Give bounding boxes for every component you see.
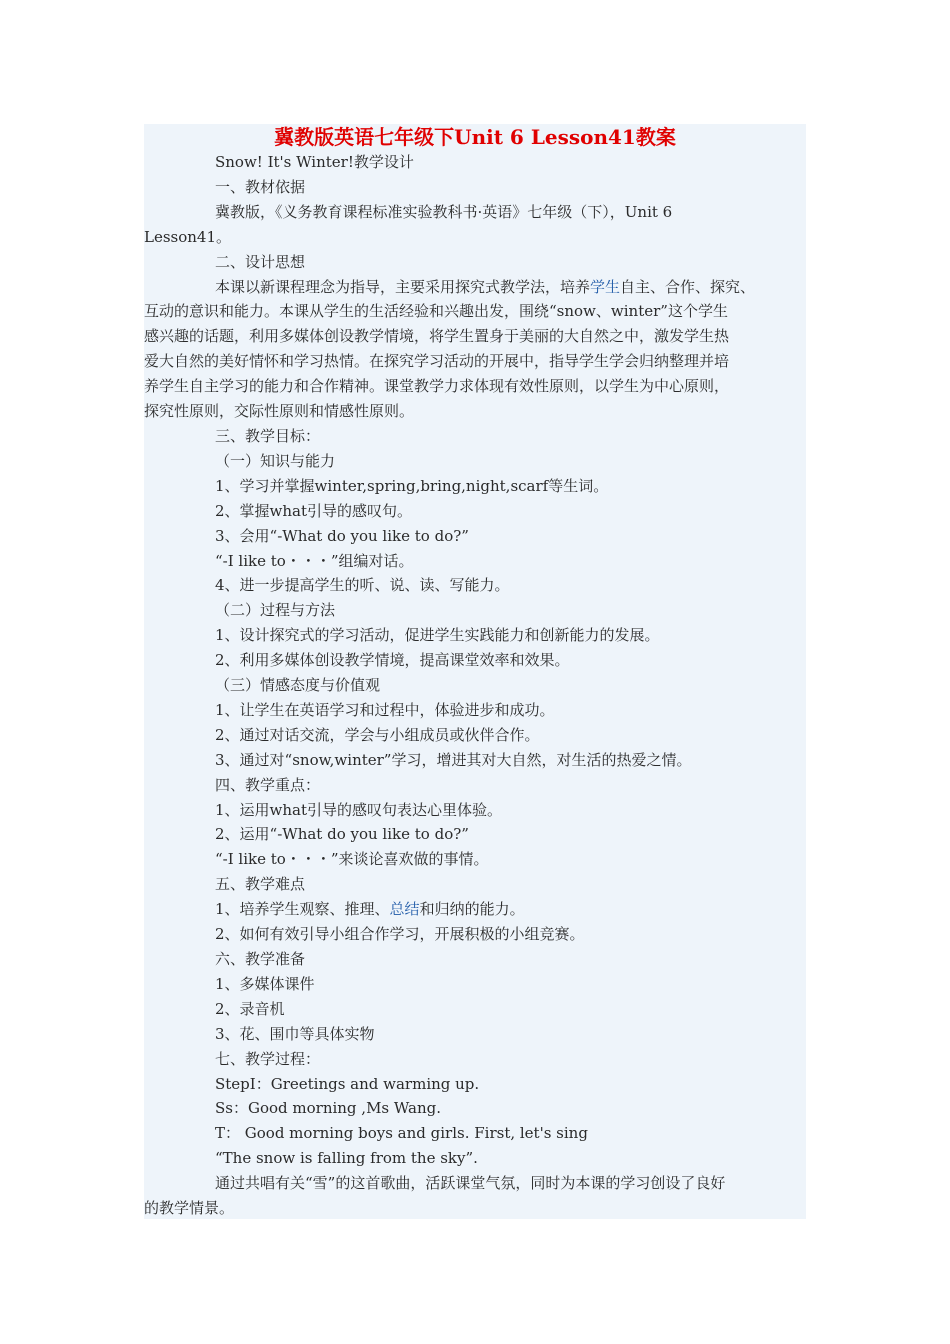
subtitle: Snow! It's Winter!教学设计 — [215, 153, 414, 171]
sub-heading: （三）情感态度与价值观 — [215, 676, 381, 695]
list-item: 1、学习并掌握winter,spring,bring,night,scarf等生词。 — [215, 476, 609, 495]
sub-heading: （一）知识与能力 — [215, 451, 336, 470]
link-students[interactable]: 学生 — [590, 277, 621, 296]
dialogue-line: “The snow is falling from the sky”. — [215, 1149, 478, 1168]
list-item: 2、通过对话交流，学会与小组成员或伙伴合作。 — [215, 725, 540, 744]
list-item: 4、进一步提高学生的听、说、读、写能力。 — [215, 576, 510, 595]
text-line: 的教学情景。 — [144, 1199, 235, 1218]
text-line: 冀教版，《义务教育课程标准实验教科书·英语》七年级（下），Unit 6 — [215, 202, 673, 221]
list-item: 2、运用“-What do you like to do?” — [215, 825, 469, 844]
list-item: 2、掌握what引导的感叹句。 — [215, 501, 413, 520]
text-span: 本课以新课程理念为指导，主要采用探究式教学法，培养 — [215, 277, 591, 296]
list-item: 2、利用多媒体创设教学情境，提高课堂效率和效果。 — [215, 651, 570, 670]
list-item: 1、运用what引导的感叹句表达心里体验。 — [215, 800, 503, 819]
list-item — [144, 897, 806, 922]
section-heading: 五、教学难点 — [215, 875, 306, 894]
section-heading: 一、教材依据 — [215, 177, 306, 196]
document-page — [144, 124, 806, 1219]
text-line: 爱大自然的美好情怀和学习热情。在探究学习活动的开展中，指导学生学会归纳整理并培 — [144, 352, 730, 371]
list-item: “-I like to・・・”来谈论喜欢做的事情。 — [215, 850, 489, 869]
list-item: 1、多媒体课件 — [215, 974, 315, 993]
section-heading: 三、教学目标： — [215, 426, 321, 445]
text-line — [144, 275, 806, 300]
list-item: 3、花、围巾等具体实物 — [215, 1024, 375, 1043]
text-span: 1、培养学生观察、推理、 — [215, 900, 390, 919]
text-line: 感兴趣的话题，利用多媒体创设教学情境，将学生置身于美丽的大自然之中，激发学生热 — [144, 327, 730, 346]
text-line: 互动的意识和能力。本课从学生的生活经验和兴趣出发，围绕“snow、winter”这个学生 — [144, 302, 728, 321]
text-span: 自主、合作、探究、 — [620, 277, 756, 296]
text-line: Lesson41。 — [144, 227, 232, 246]
text-line: 养学生自主学习的能力和合作精神。课堂教学力求体现有效性原则，以学生为中心原则， — [144, 377, 730, 396]
list-item: 3、会用“-What do you like to do?” — [215, 526, 469, 545]
text-line: 通过共唱有关“雪”的这首歌曲，活跃课堂气氛，同时为本课的学习创设了良好 — [215, 1174, 726, 1193]
section-heading: 二、设计思想 — [215, 252, 306, 271]
section-heading: 六、教学准备 — [215, 950, 306, 968]
section-heading: 四、教学重点： — [215, 775, 321, 794]
document-title: 冀教版英语七年级下Unit 6 Lesson41教案 — [274, 125, 676, 149]
text-line: 探究性原则，交际性原则和情感性原则。 — [144, 402, 415, 421]
list-item: 2、录音机 — [215, 999, 285, 1018]
list-item: 1、设计探究式的学习活动，促进学生实践能力和创新能力的发展。 — [215, 626, 660, 645]
sub-heading: （二）过程与方法 — [215, 601, 336, 620]
dialogue-line: T： Good morning boys and girls. First, let's sing — [215, 1124, 588, 1143]
link-summary[interactable]: 总结 — [389, 900, 420, 919]
list-item: 2、如何有效引导小组合作学习，开展积极的小组竞赛。 — [215, 925, 585, 944]
list-item: “-I like to・・・”组编对话。 — [215, 551, 414, 570]
list-item: 1、让学生在英语学习和过程中，体验进步和成功。 — [215, 700, 555, 719]
list-item: 3、通过对“snow,winter”学习，增进其对大自然，对生活的热爱之情。 — [215, 750, 692, 769]
dialogue-line: Ss：Good morning ,Ms Wang. — [215, 1099, 441, 1118]
text-span: 和归纳的能力。 — [419, 900, 525, 919]
step-heading: StepⅠ：Greetings and warming up. — [215, 1074, 480, 1093]
section-heading: 七、教学过程： — [215, 1049, 321, 1068]
